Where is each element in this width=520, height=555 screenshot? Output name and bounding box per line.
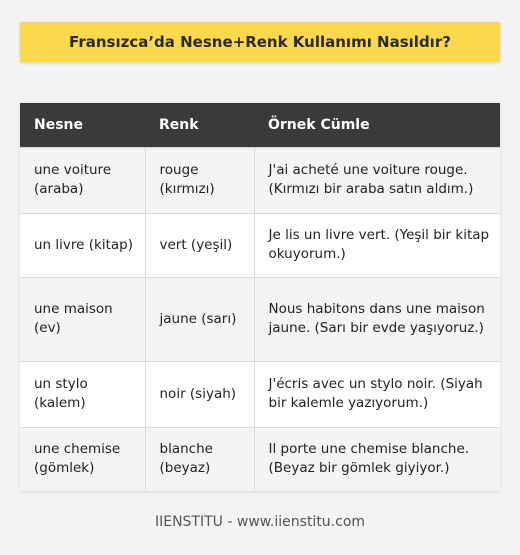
cell-object: un stylo (kalem)	[20, 361, 145, 427]
cell-color: rouge (kırmızı)	[145, 147, 254, 213]
table-row	[20, 361, 500, 427]
cell-example: Nous habitons dans une maison jaune. (Sarı bir evde yaşıyoruz.)	[254, 277, 500, 361]
header-color: Renk	[145, 103, 254, 147]
cell-example: Il porte une chemise blanche. (Beyaz bir gömlek giyiyor.)	[254, 427, 500, 491]
page-title: Fransızca’da Nesne+Renk Kullanımı Nasıldır?	[69, 33, 451, 51]
cell-example: Je lis un livre vert. (Yeşil bir kitap okuyorum.)	[254, 213, 500, 277]
vocabulary-table	[20, 103, 500, 491]
header-example: Örnek Cümle	[254, 103, 500, 147]
cell-object: une chemise (gömlek)	[20, 427, 145, 491]
title-banner	[20, 22, 500, 62]
table-header-row	[20, 103, 500, 147]
table-row	[20, 147, 500, 213]
cell-example: J'ai acheté une voiture rouge. (Kırmızı bir araba satın aldım.)	[254, 147, 500, 213]
cell-object: une maison (ev)	[20, 277, 145, 361]
cell-example: J'écris avec un stylo noir. (Siyah bir kalemle yazıyorum.)	[254, 361, 500, 427]
header-object: Nesne	[20, 103, 145, 147]
table-row	[20, 427, 500, 491]
cell-color: jaune (sarı)	[145, 277, 254, 361]
footer-credit: IIENSTITU - www.iienstitu.com	[154, 514, 366, 530]
cell-object: un livre (kitap)	[20, 213, 145, 277]
table-row	[20, 213, 500, 277]
cell-color: blanche (beyaz)	[145, 427, 254, 491]
cell-color: noir (siyah)	[145, 361, 254, 427]
cell-color: vert (yeşil)	[145, 213, 254, 277]
cell-object: une voiture (araba)	[20, 147, 145, 213]
table-row	[20, 277, 500, 361]
